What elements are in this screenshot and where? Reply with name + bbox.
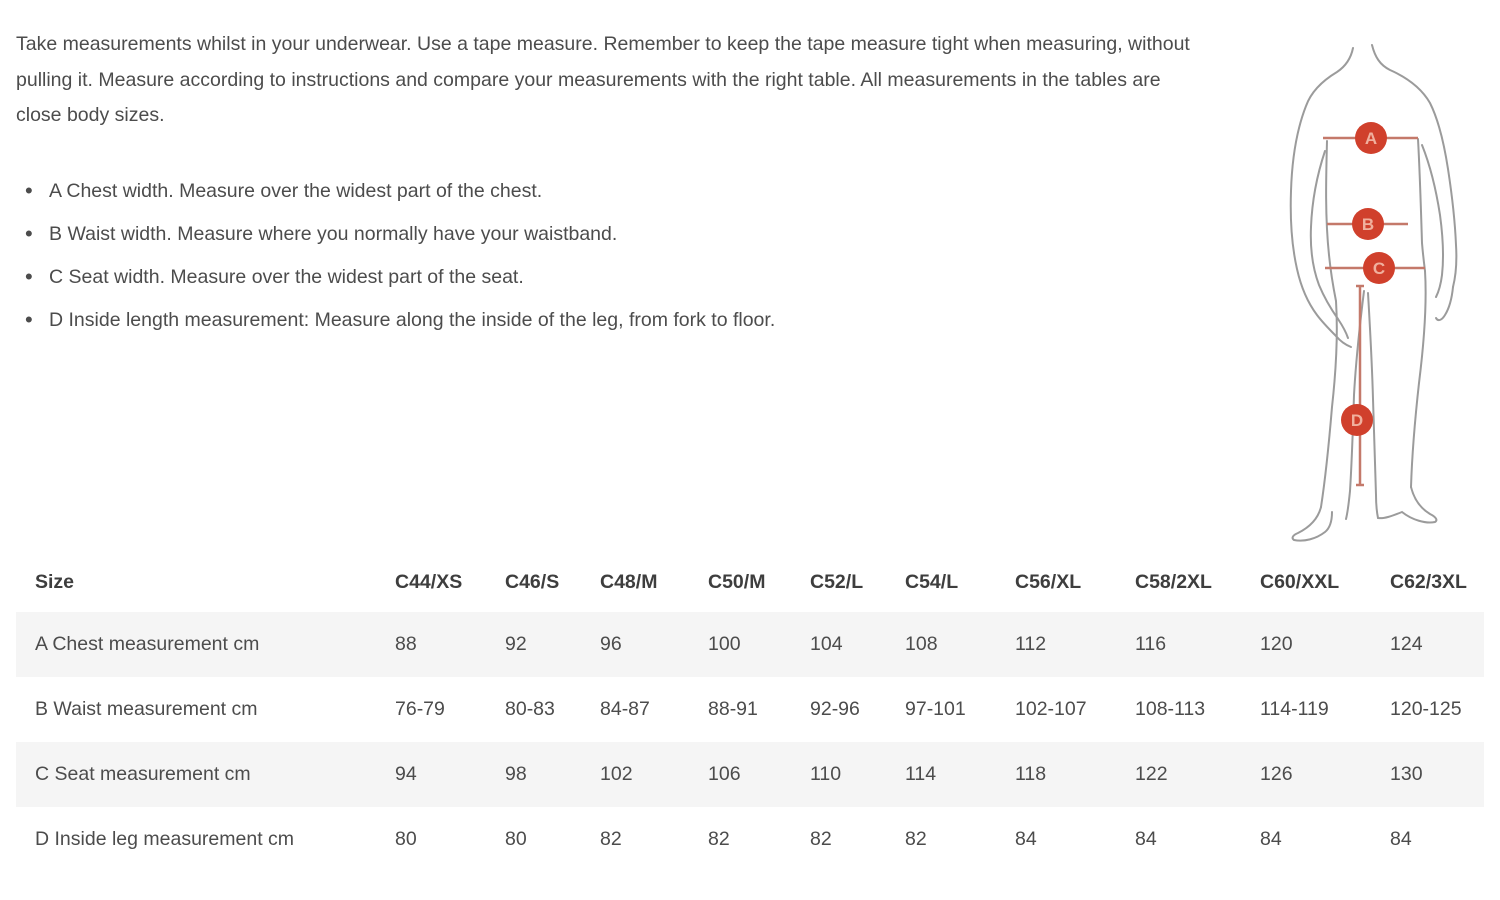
instructions-section — [16, 0, 1484, 552]
measurement-value-cell: 102 — [600, 763, 633, 785]
size-table-header-row — [16, 552, 1484, 612]
inside-leg-measure-line — [1356, 286, 1364, 485]
size-header-cell: C60/XXL — [1260, 570, 1340, 593]
instruction-key: B — [49, 222, 63, 245]
chest-marker-label: A — [1364, 129, 1378, 148]
measurement-value-cell: 80 — [505, 828, 527, 850]
measurement-value-cell: 110 — [810, 763, 842, 785]
figure-torso-right — [1418, 139, 1425, 271]
instruction-text: Seat width. Measure over the widest part of the seat. — [68, 265, 524, 288]
measurement-value-cell: 126 — [1260, 763, 1293, 785]
figure-left-foot — [1293, 507, 1332, 541]
size-header-cell: C52/L — [810, 570, 864, 593]
measurement-value-cell: 88 — [395, 633, 417, 655]
measurement-value-cell: 102-107 — [1015, 698, 1087, 720]
inside-leg-marker-label: D — [1350, 411, 1364, 430]
figure-right-leg-outer — [1411, 271, 1426, 487]
figure-right-foot — [1378, 487, 1436, 523]
measurement-value-cell: 82 — [810, 828, 832, 850]
measurement-value-cell: 84 — [1390, 828, 1412, 850]
measurement-value-cell: 98 — [505, 763, 527, 785]
table-row — [16, 677, 1484, 742]
measurement-value-cell: 130 — [1390, 763, 1423, 785]
size-header-cell: C44/XS — [395, 570, 463, 593]
row-label-cell: B Waist measurement cm — [35, 698, 258, 720]
size-header-cell: C54/L — [905, 570, 959, 593]
measurement-value-cell: 82 — [600, 828, 622, 850]
size-header-cell: C62/3XL — [1390, 570, 1467, 593]
instruction-key: A — [49, 179, 61, 202]
measurement-value-cell: 92 — [505, 633, 527, 655]
size-header-cell: C50/M — [708, 570, 766, 593]
measurement-value-cell: 92-96 — [810, 698, 860, 720]
measurement-instruction-item — [16, 307, 1226, 334]
measurement-value-cell: 104 — [810, 633, 843, 655]
instruction-text: Inside length measurement: Measure along the inside of the leg, from fork to floor. — [68, 308, 776, 331]
measurement-value-cell: 118 — [1015, 763, 1047, 785]
measurement-value-cell: 106 — [708, 763, 741, 785]
measurement-value-cell: 108-113 — [1135, 698, 1206, 720]
measurement-value-cell: 122 — [1135, 763, 1168, 785]
size-header-cell: C46/S — [505, 570, 560, 593]
measurement-value-cell: 120 — [1260, 633, 1293, 655]
size-chart-table — [16, 552, 1484, 872]
measurement-value-cell: 84 — [1260, 828, 1282, 850]
measurement-value-cell: 108 — [905, 633, 938, 655]
instruction-text: Chest width. Measure over the widest part of the chest. — [66, 179, 543, 202]
row-label-cell: D Inside leg measurement cm — [35, 828, 295, 850]
instruction-key: D — [49, 308, 64, 331]
measurement-instruction-item — [16, 264, 1226, 291]
measurement-value-cell: 97-101 — [905, 698, 966, 720]
size-column-header: Size — [35, 570, 75, 593]
instruction-text: Waist width. Measure where you normally have your waistband. — [67, 222, 618, 245]
waist-marker-label: B — [1361, 215, 1375, 234]
measurement-value-cell: 114 — [905, 763, 937, 785]
size-header-cell: C58/2XL — [1135, 570, 1212, 593]
instruction-key: C — [49, 265, 64, 288]
seat-marker-label: C — [1372, 259, 1386, 278]
table-row — [16, 807, 1484, 872]
table-row — [16, 742, 1484, 807]
measurement-value-cell: 96 — [600, 633, 622, 655]
measurement-value-cell: 100 — [708, 633, 741, 655]
measurement-value-cell: 80-83 — [505, 698, 555, 720]
measurement-value-cell: 124 — [1390, 633, 1423, 655]
measurement-value-cell: 80 — [395, 828, 417, 850]
row-label-cell: C Seat measurement cm — [35, 763, 251, 785]
measurement-value-cell: 76-79 — [395, 698, 445, 720]
measurement-value-cell: 88-91 — [708, 698, 758, 720]
measurement-value-cell: 112 — [1015, 633, 1047, 655]
measurement-value-cell: 84 — [1015, 828, 1037, 850]
measurement-value-cell: 114-119 — [1260, 698, 1329, 720]
body-measurement-figure — [1280, 3, 1470, 545]
measurement-value-cell: 116 — [1135, 633, 1167, 655]
measurement-instruction-item — [16, 178, 1226, 205]
body-silhouette-illustration — [1280, 3, 1470, 545]
measurement-value-cell: 94 — [395, 763, 417, 785]
intro-text: Take measurements whilst in your underwear. Use a tape measure. Remember to keep the tape measure tight when measuring, without pulling it. Measure according to instructions and compare your measurements with the right table. All measurements in the tables are close body sizes. — [16, 33, 1190, 126]
figure-left-inner-arm-hand — [1311, 151, 1348, 338]
measurement-value-cell: 120-125 — [1390, 698, 1462, 720]
table-row — [16, 612, 1484, 677]
figure-right-leg-inner — [1368, 293, 1378, 518]
measurement-value-cell: 82 — [905, 828, 927, 850]
size-header-cell: C56/XL — [1015, 570, 1082, 593]
measurement-instructions-list — [16, 178, 1226, 334]
instructions-text-column — [16, 0, 1226, 334]
measurement-instruction-item — [16, 221, 1226, 248]
measurement-value-cell: 82 — [708, 828, 730, 850]
size-header-cell: C48/M — [600, 570, 658, 593]
measurement-value-cell: 84-87 — [600, 698, 650, 720]
row-label-cell: A Chest measurement cm — [35, 633, 260, 655]
measurement-value-cell: 84 — [1135, 828, 1157, 850]
